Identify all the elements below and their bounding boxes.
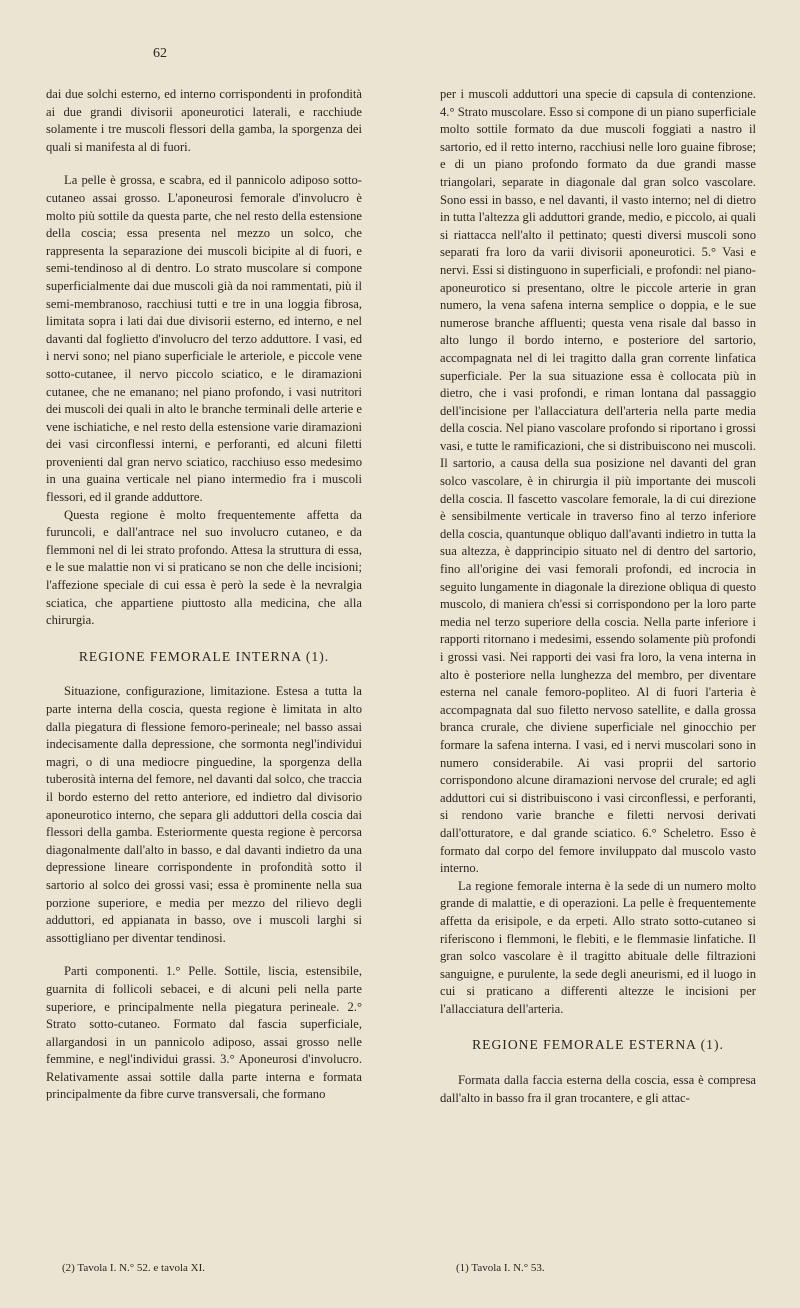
footnote-right: (1) Tavola I. N.° 53. xyxy=(456,1262,545,1274)
left-column xyxy=(46,86,362,1104)
section-heading-femorale-esterna: REGIONE FEMORALE ESTERNA (1). xyxy=(472,1037,724,1053)
paragraph: La regione femorale interna è la sede di un numero molto grande di malattie, e di operazioni. La pelle è frequentemente affetta da erisipole, e da erpeti. Allo strato sotto-cutaneo si riferiscono i flemmoni, le flebiti, e le flemmasie linfatiche. Il gran solco vascolare è il tragitto abituale delle filtrazioni sanguigne, e purulente, la sede degli aneurismi, ed il luogo in cui si praticano a differenti altezze le incisioni per l'allacciatura dell'arteria. xyxy=(440,878,756,1016)
paragraph: Situazione, configurazione, limitazione. Estesa a tutta la parte interna della coscia, questa regione è limitata in alto dalla piegatura di flessione femoro-perineale; nel basso assai indecisamente dalla depressione, che sormonta negl'individui magri, o di una mediocre pinguedine, la sporgenza della tuberosità interna del femore, nel davanti dal solco, che traccia il bordo esterno del retto anteriore, ed indietro dal divisorio aponeurotico interno, che separa gli adduttori della coscia dai flessori della gamba. Esteriormente questa regione è percorsa diagonalmente dall'alto in basso, e dal davanti indietro da una depressione lineare corrispondente in profondità sotto il sartorio al solco dei grossi vasi; essa è prominente nella sua porzione superiore, e media per mezzo del rilievo degli adduttori, ed appianata in basso, ove i muscoli larghi si assottigliano per diventar tendinosi. xyxy=(46,684,362,945)
paragraph: per i muscoli adduttori una specie di capsula di contenzione. 4.° Strato muscolare. Esso si compone di un piano superficiale molto sottile formato da due muscoli foggiati a nastro il sartorio, ed il retto interno, racchiusi nelle loro guaine fibrose; e di un piano profondo formato da due grandi masse triangolari, separate in diagonale dal gran solco vascolare. Sono essi in basso, e nel davanti, il vasto interno; nel di dietro in tutta l'altezza gli adduttori grande, medio, e piccolo, ai quali si riattacca nell'alto il pettinato; questi diversi muscoli sono separati fra loro da varii divisorii aponeurotici. 5.° Vasi e nervi. Essi si distinguono in superficiali, e profondi: nel piano-aponeurotico si presentano, oltre le piccole arterie in gran numero, la vena safena interna semplice o doppia, e le sue numerose branche affluenti; questa vena risale dal basso in alto lungo il bordo interno, e posteriore del sartorio, accompagnata nel di lei tragitto dalla gran corrente linfatica superficiale. Per la sua situazione essa è collocata più in dietro, che i vasi profondi, e riman lontana dal passaggio dell'incisione per l'allacciatura dell'arteria nella parte media della coscia. Nel piano vascolare profondo si riportano i grossi vasi, e tutte le ramificazioni, che si distribuiscono nei muscoli. Il sartorio, a causa della sua posizione nel davanti del gran solco vascolare, è in chirurgia il più importante dei muscoli della coscia. Il fascetto vascolare femorale, la di cui direzione è sensibilmente verticale in traverso fino al terzo inferiore della coscia, quantunque obliquo dall'avanti indietro in tutta la sua altezza, è dapprincipio situato nel di dentro del sartorio, fino all'origine dei vasi femorali profondi, ed incrocia in seguito lungamente in diagonale la direzione obliqua di questo muscolo, di maniera ch'essi si corrispondono per la loro parte media nel terzo superiore della coscia. Nella parte inferiore i rapporti ritornano i medesimi, essendo solamente più profondi i grossi vasi. Nei rapporti dei vasi fra loro, la vena interna in alto è posteriore nella lunghezza del membro, per diventare esterna nel canale femoro-popliteo. Al di fuori l'arteria è accompagnata dal suo filetto nervoso satellite, e dalla grossa branca crurale, che diviene superficiale nel ginocchio per formare la safena interna. I vasi, ed i nervi muscolari sono in numero considerabile. Ai vasi proprii del sartorio corrispondono alcune diramazioni nervose del crurale; ed agli adduttori cui si distribuiscono i vasi circonflessi, e perforanti, si rendono varie branche e filetti nervosi derivati dall'otturatore, e dal grande sciatico. 6.° Scheletro. Esso è formato dal corpo del femore inviluppato dal muscolo vasto interno. xyxy=(440,87,756,876)
footnote-left: (2) Tavola I. N.° 52. e tavola XI. xyxy=(62,1262,206,1274)
paragraph: Questa regione è molto frequentemente affetta da furuncoli, e dall'antrace nel suo involucro cutaneo, e da flemmoni nel di lei strato profondo. Attesa la struttura di essa, e le sue malattie non vi si praticano se non che delle incisioni; l'affezione speciale di cui essa è però la sede è la nevralgia sciatica, che appartiene piuttosto alla medicina, che alla chirurgia. xyxy=(46,507,362,628)
paragraph: La pelle è grossa, e scabra, ed il pannicolo adiposo sotto-cutaneo assai grosso. L'aponeurosi femorale d'involucro è molto più sottile da questa parte, che nel resto della estensione della coscia; essa presenta nel mezzo un solco, che rappresenta la separazione dei muscoli bicipite al di fuori, e semi-tendinoso al di dentro. Lo strato muscolare si compone superficialmente dai due muscoli già da noi rammentati, più il semi-membranoso, racchiusi tutti e tre in una loggia fibrosa, limitata sopra i lati dai due divisorii esterno, ed interno, e nel davanti dal foglietto d'involucro del terzo adduttore. I vasi, ed i nervi sono; nel piano superficiale le arteriole, e piccole vene sotto-cutanee, il nervo piccolo sciatico, e le diramazioni cutanee, che ne emanano; nel piano profondo, i vasi nutritori dei muscoli dei quali in alto le branche terminali delle arterie e vene ischiatiche, e nel resto della estensione varie diramazioni dei vasi circonflessi interni, e perforanti, ed alcuni filetti provenienti dal gran nervo sciatico, racchiuso esso medesimo in una guaina verticale nel piano intermedio fra i muscoli flessori, ed il grande adduttore. xyxy=(46,173,362,505)
section-heading-femorale-interna: REGIONE FEMORALE INTERNA (1). xyxy=(78,648,330,664)
right-column xyxy=(440,86,756,1107)
page-number: 62 xyxy=(153,46,167,61)
paragraph: Formata dalla faccia esterna della coscia, essa è compresa dall'alto in basso fra il gran trocantere, e gli attac- xyxy=(440,1073,756,1105)
paragraph: Parti componenti. 1.° Pelle. Sottile, liscia, estensibile, guarnita di follicoli sebacei, e di alcuni peli nella parte superiore, e principalmente nella piegatura perineale. 2.° Strato sotto-cutaneo. Formato dal fascia superficiale, allargandosi in un pannicolo adiposo, assai grosso nelle femmine, e negl'individui grassi. 3.° Aponeurosi d'involucro. Relativamente assai sottile dalla parte interna e formata principalmente da fibre curve transversali, che formano xyxy=(46,964,362,1102)
paragraph: dai due solchi esterno, ed interno corrispondenti in profondità ai due grandi divisorii aponeurotici laterali, e racchiude solamente i tre muscoli flessori della gamba, la sporgenza dei quali si manifesta al di fuori. xyxy=(46,87,362,154)
